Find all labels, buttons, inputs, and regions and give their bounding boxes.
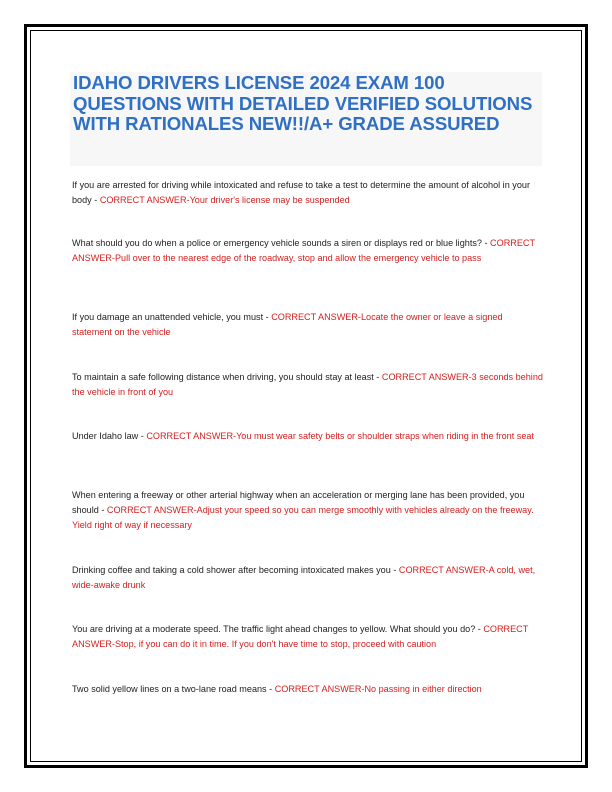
answer-text: CORRECT ANSWER-No passing in either direction [274,684,482,694]
question-text: When entering a freeway or other arterial highway when an acceleration or merging lane has been provided, you should - [72,490,525,515]
question-text: If you damage an unattended vehicle, you must - [72,312,272,322]
answer-text: CORRECT ANSWER-Locate the owner or leave a signed statement on the vehicle [72,312,503,337]
question-text: If you are arrested for driving while intoxicated and refuse to take a test to determine the amount of alcohol in your body - [72,180,530,205]
question-text: To maintain a safe following distance when driving, you should stay at least - [72,372,382,382]
qa-item-9 [72,682,544,697]
document-title: IDAHO DRIVERS LICENSE 2024 EXAM 100 QUESTIONS WITH DETAILED VERIFIED SOLUTIONS WITH RATIONALES NEW!!/A+ GRADE ASSURED [73,72,533,135]
question-text: Under Idaho law - [72,431,147,441]
qa-item-1 [72,178,544,208]
question-text: You are driving at a moderate speed. The traffic light ahead changes to yellow. What should you do? - [72,624,484,634]
answer-text: CORRECT ANSWER-Your driver's license may be suspended [99,195,350,205]
qa-item-6 [72,488,544,533]
answer-text: CORRECT ANSWER-Stop, if you can do it in time. If you don't have time to stop, proceed with caution [72,624,529,649]
qa-item-4 [72,370,544,400]
qa-item-7 [72,563,544,593]
qa-item-5 [72,429,544,444]
answer-text: CORRECT ANSWER-Adjust your speed so you can merge smoothly with vehicles already on the freeway. Yield right of way if necessary [72,505,534,530]
question-text: Two solid yellow lines on a two-lane road means - [72,684,275,694]
question-text: Drinking coffee and taking a cold shower after becoming intoxicated makes you - [72,565,399,575]
qa-item-8 [72,622,544,652]
qa-item-3 [72,310,544,340]
question-text: What should you do when a police or emergency vehicle sounds a siren or displays red or blue lights? - [72,238,491,248]
qa-item-2 [72,236,544,266]
answer-text: CORRECT ANSWER-3 seconds behind the vehicle in front of you [72,372,543,397]
answer-text: CORRECT ANSWER-Pull over to the nearest edge of the roadway, stop and allow the emergency vehicle to pass [72,238,535,263]
answer-text: CORRECT ANSWER-You must wear safety belts or shoulder straps when riding in the front seat [146,431,534,441]
answer-text: CORRECT ANSWER-A cold, wet, wide-awake drunk [72,565,536,590]
